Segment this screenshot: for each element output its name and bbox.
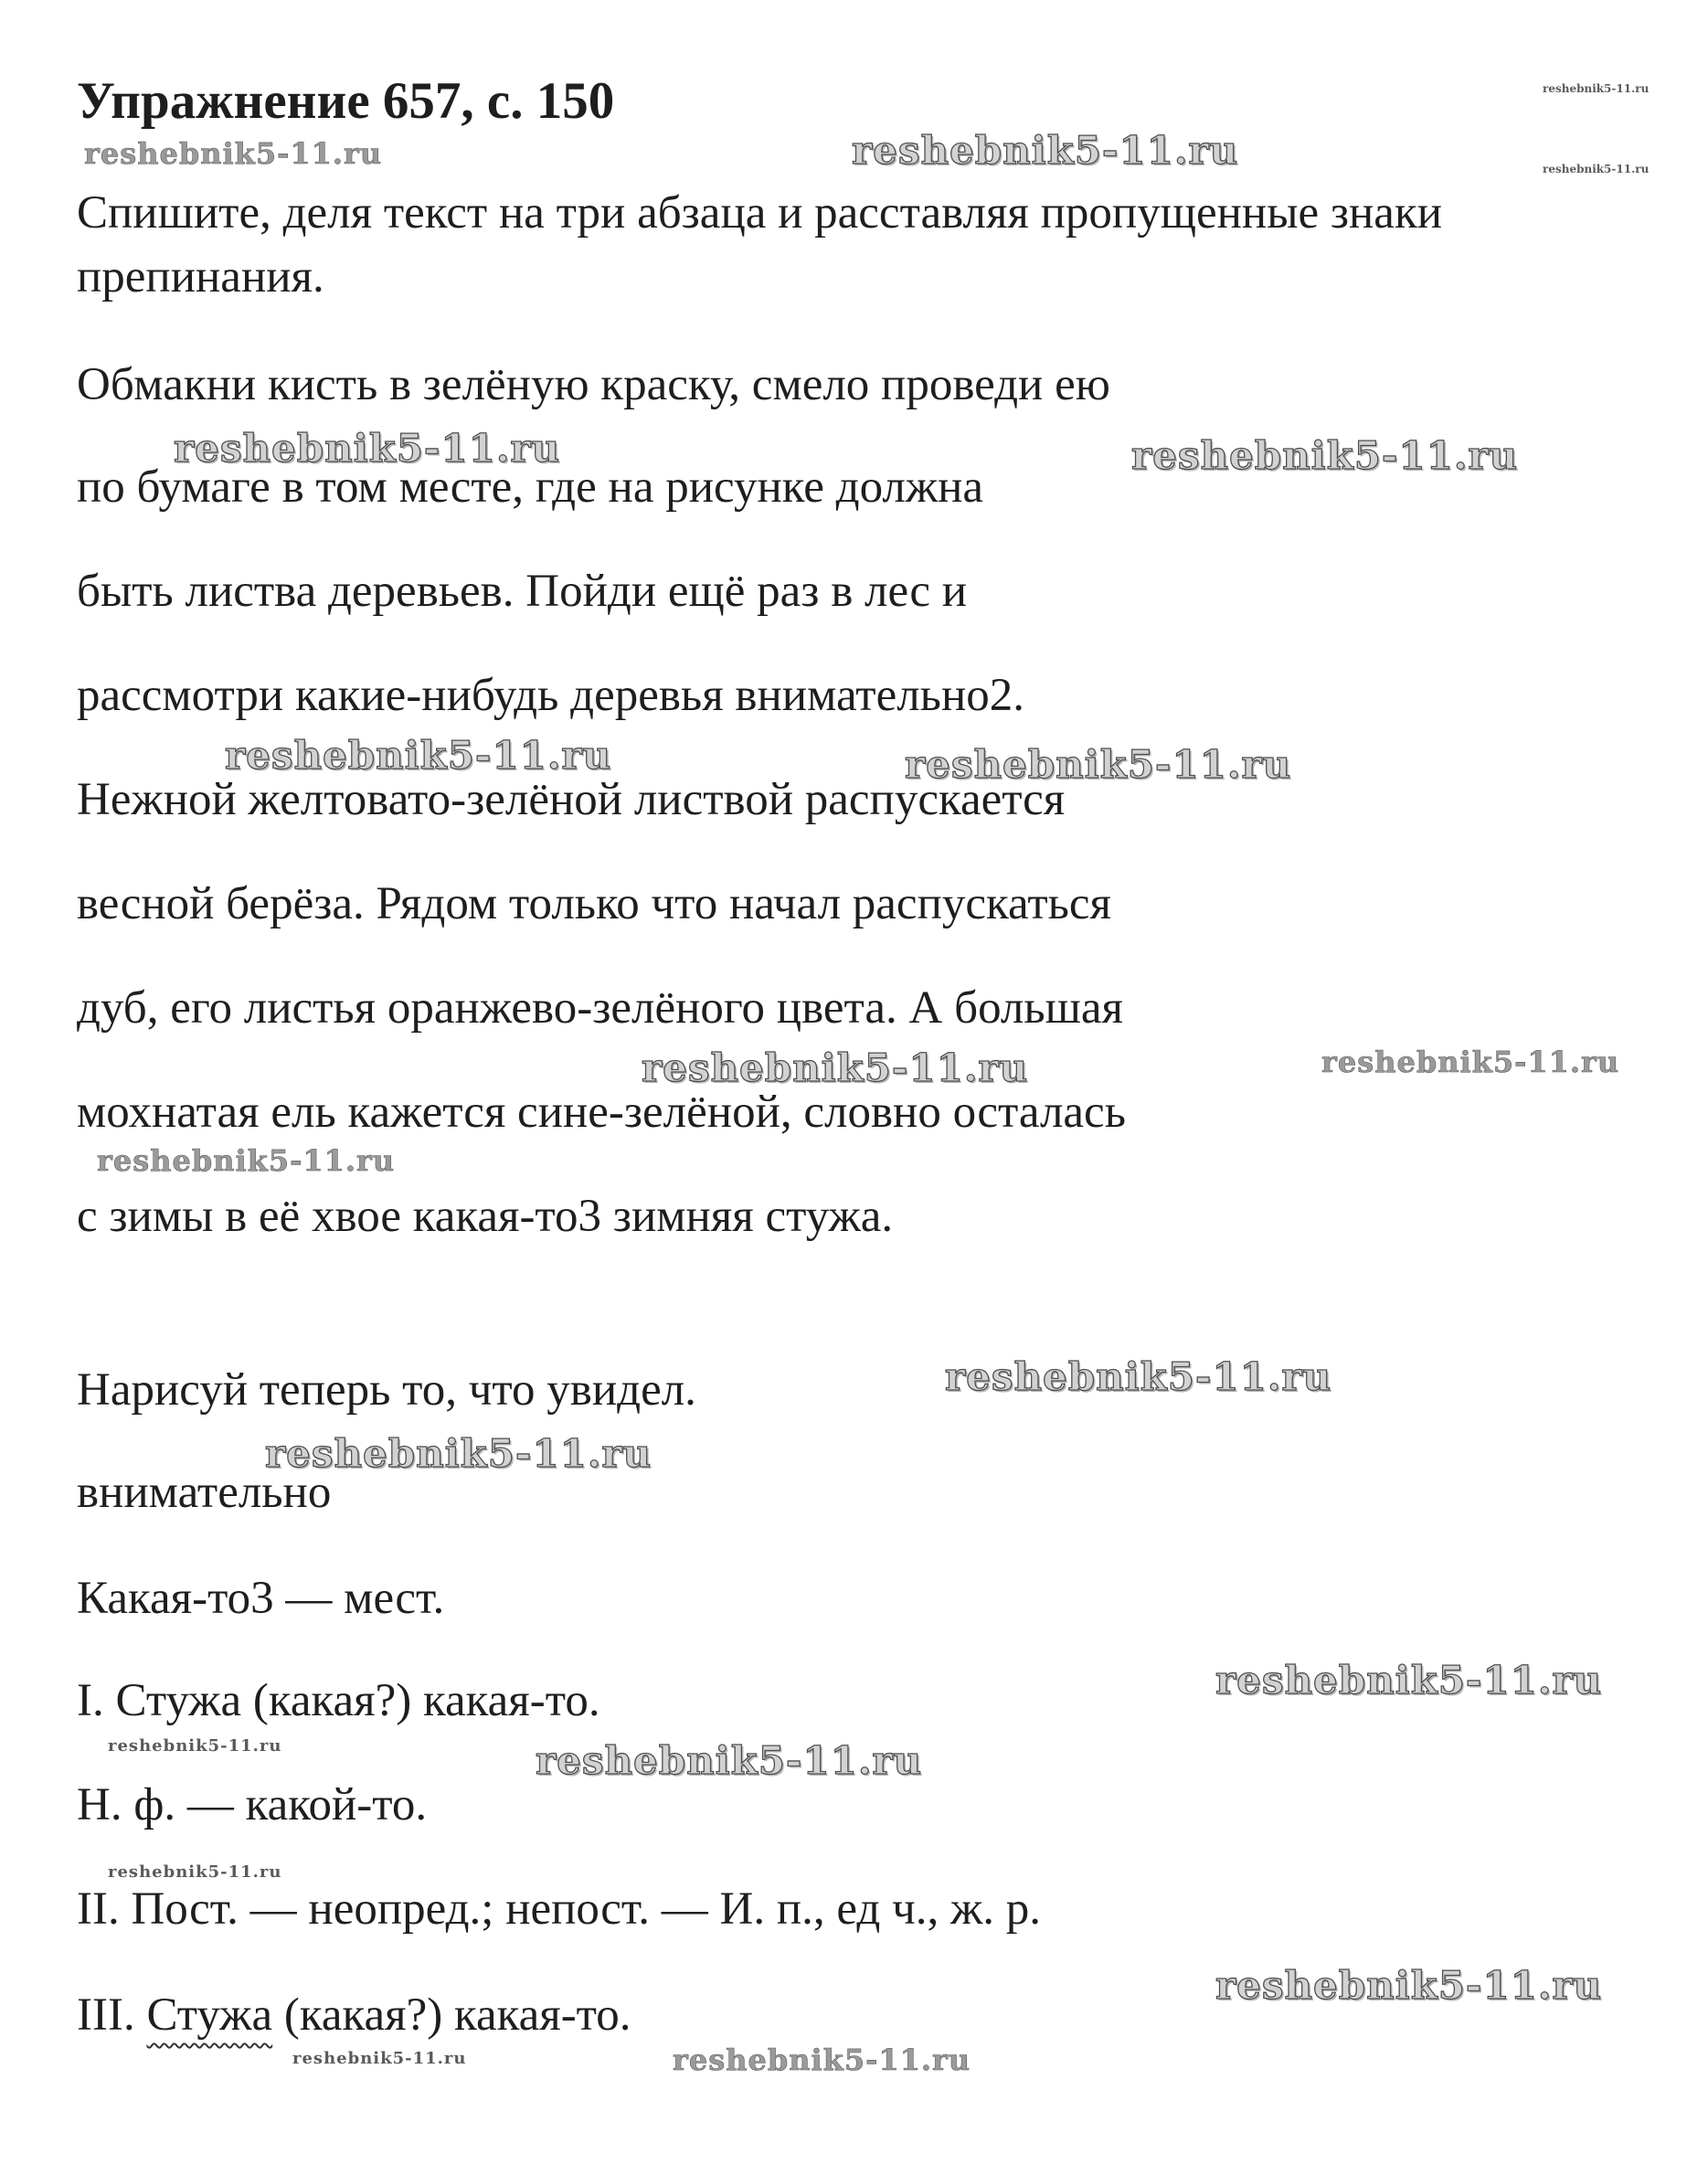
watermark: reshebnik5-11.ru xyxy=(852,128,1239,173)
passage-line: дуб, его листья оранжево-зелёного цвета. А большая xyxy=(77,982,1123,1034)
watermark: reshebnik5-11.ru xyxy=(673,2042,971,2077)
passage-line: Нежной желтовато-зелёной листвой распускается xyxy=(77,774,1066,825)
watermark: reshebnik5-11.ru xyxy=(642,1045,1029,1090)
analysis-step: Н. ф. — какой-то. xyxy=(77,1779,428,1830)
watermark: reshebnik5-11.ru xyxy=(174,426,561,471)
watermark: reshebnik5-11.ru xyxy=(1131,433,1519,478)
passage-line: весной берёза. Рядом только что начал распускаться xyxy=(77,878,1111,929)
watermark: reshebnik5-11.ru xyxy=(1543,163,1650,175)
watermark: reshebnik5-11.ru xyxy=(108,1736,282,1756)
analysis-step: III. Стужа (какая?) какая-то. xyxy=(77,1989,631,2041)
watermark: reshebnik5-11.ru xyxy=(1215,1658,1603,1703)
watermark: reshebnik5-11.ru xyxy=(97,1143,396,1178)
passage-line: Обмакни кисть в зелёную краску, смело проведи ею xyxy=(77,359,1110,410)
task-instruction: Спишите, деля текст на три абзаца и расставляя пропущенные знаки препинания. xyxy=(77,187,1443,302)
watermark: reshebnik5-11.ru xyxy=(265,1431,652,1476)
passage-line: по бумаге в том месте, где на рисунке должна xyxy=(77,462,984,513)
watermark: reshebnik5-11.ru xyxy=(536,1738,923,1783)
analysis-step: I. Стужа (какая?) какая-то. xyxy=(77,1675,600,1726)
watermark: reshebnik5-11.ru xyxy=(1215,1963,1603,2008)
watermark: reshebnik5-11.ru xyxy=(1543,82,1650,95)
passage-line: с зимы в её хвое какая-то3 зимняя стужа. xyxy=(77,1191,894,1242)
passage-line: рассмотри какие-нибудь деревья внимательно2. xyxy=(77,670,1024,721)
watermark: reshebnik5-11.ru xyxy=(108,1862,282,1882)
analysis-step: II. Пост. — неопред.; непост. — И. п., ед ч., ж. р. xyxy=(77,1883,1041,1935)
watermark: reshebnik5-11.ru xyxy=(945,1354,1332,1399)
analysis-heading: Какая-то3 — мест. xyxy=(77,1573,445,1624)
watermark: reshebnik5-11.ru xyxy=(292,2049,467,2068)
final-sentence: Нарисуй теперь то, что увидел. xyxy=(77,1364,696,1416)
watermark: reshebnik5-11.ru xyxy=(1321,1045,1620,1079)
analysis-word: внимательно xyxy=(77,1467,332,1518)
watermark: reshebnik5-11.ru xyxy=(905,742,1292,787)
watermark: reshebnik5-11.ru xyxy=(84,136,383,171)
exercise-title: Упражнение 657, с. 150 xyxy=(77,72,615,130)
passage-line: быть листва деревьев. Пойди ещё раз в лес и xyxy=(77,566,968,617)
passage-line: мохнатая ель кажется сине-зелёной, словно осталась xyxy=(77,1087,1126,1138)
watermark: reshebnik5-11.ru xyxy=(225,733,612,778)
